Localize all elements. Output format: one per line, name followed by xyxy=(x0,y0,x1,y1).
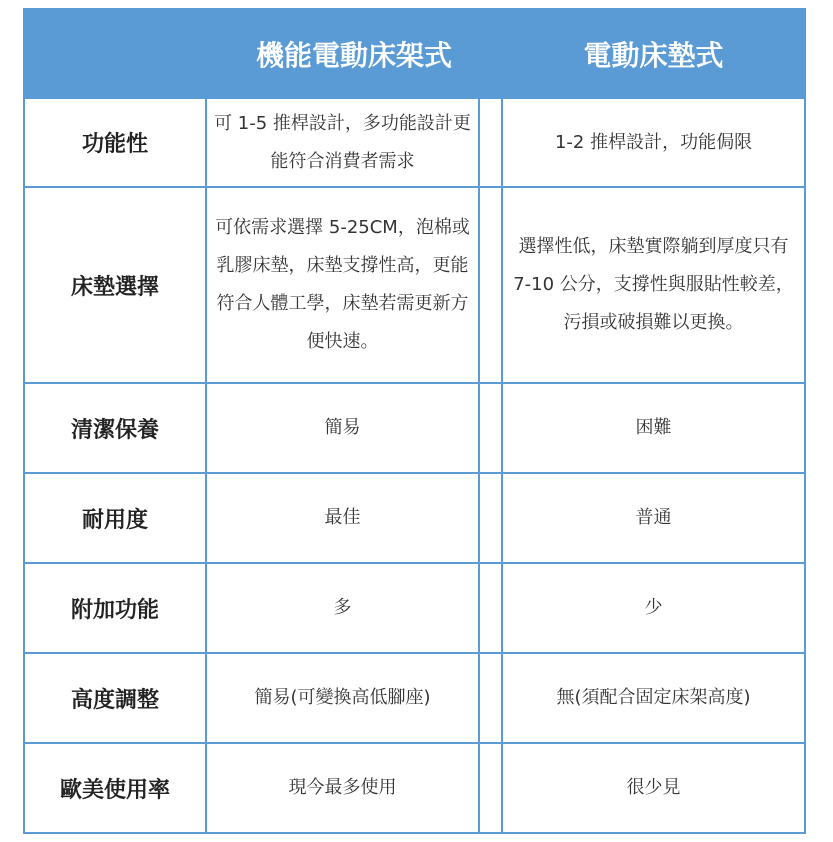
table-row xyxy=(24,383,805,473)
row-label: 耐用度 xyxy=(24,473,206,563)
cell-mattress-type: 1-2 推桿設計，功能侷限 xyxy=(502,98,805,187)
cell-mattress-type: 選擇性低，床墊實際躺到厚度只有 7-10 公分，支撐性與服貼性較差，污損或破損難以更換。 xyxy=(502,187,805,383)
spacer-cell xyxy=(479,653,502,743)
cell-mattress-type: 普通 xyxy=(502,473,805,563)
cell-frame-type: 可 1-5 推桿設計，多功能設計更能符合消費者需求 xyxy=(206,98,479,187)
cell-frame-type: 可依需求選擇 5-25CM，泡棉或乳膠床墊，床墊支撐性高，更能符合人體工學，床墊若需更新方便快速。 xyxy=(206,187,479,383)
cell-mattress-type: 少 xyxy=(502,563,805,653)
cell-frame-type: 簡易 xyxy=(206,383,479,473)
cell-mattress-type: 無(須配合固定床架高度) xyxy=(502,653,805,743)
table-row xyxy=(24,563,805,653)
spacer-cell xyxy=(479,187,502,383)
spacer-cell xyxy=(479,473,502,563)
cell-frame-type: 多 xyxy=(206,563,479,653)
row-label: 附加功能 xyxy=(24,563,206,653)
row-label: 功能性 xyxy=(24,98,206,187)
spacer-cell xyxy=(479,98,502,187)
cell-frame-type: 現今最多使用 xyxy=(206,743,479,833)
cell-frame-type: 最佳 xyxy=(206,473,479,563)
row-label: 歐美使用率 xyxy=(24,743,206,833)
table-row xyxy=(24,743,805,833)
comparison-table xyxy=(23,8,806,834)
header-row xyxy=(24,9,805,98)
table-row xyxy=(24,187,805,383)
table-row xyxy=(24,653,805,743)
spacer-cell xyxy=(479,563,502,653)
spacer-cell xyxy=(479,383,502,473)
table-row xyxy=(24,473,805,563)
header-col-mattress-type: 電動床墊式 xyxy=(502,9,805,98)
row-label: 床墊選擇 xyxy=(24,187,206,383)
table-row xyxy=(24,98,805,187)
spacer-cell xyxy=(479,743,502,833)
header-corner xyxy=(24,9,206,98)
cell-mattress-type: 很少見 xyxy=(502,743,805,833)
row-label: 清潔保養 xyxy=(24,383,206,473)
cell-frame-type: 簡易(可變換高低腳座) xyxy=(206,653,479,743)
cell-mattress-type: 困難 xyxy=(502,383,805,473)
header-col-frame-type: 機能電動床架式 xyxy=(206,9,502,98)
row-label: 高度調整 xyxy=(24,653,206,743)
